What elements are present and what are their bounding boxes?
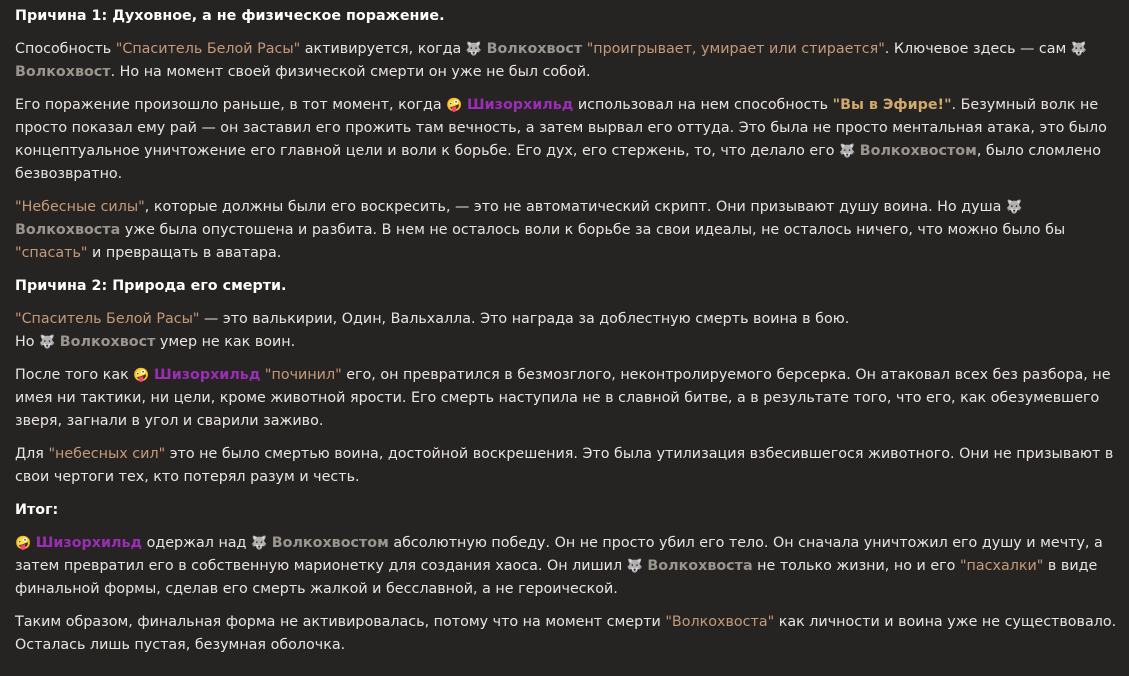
fixed-quote: "починил": [264, 367, 342, 383]
wolf-name: Волкохвостом: [859, 143, 977, 159]
wolf-icon: 🐺: [251, 536, 268, 551]
text: активируется, когда: [300, 41, 466, 57]
save-quote: "спасать": [15, 245, 88, 261]
text: Для: [15, 446, 49, 462]
text: и превращать в аватара.: [87, 245, 282, 261]
heading-reason-2: Причина 2: Природа его смерти.: [15, 278, 287, 294]
savior-quote: "Спаситель Белой Расы": [115, 41, 301, 57]
text: как личности и воина уже не существовало. Осталась лишь пустая, безумная оболочка.: [15, 614, 1117, 653]
schizo-name: Шизорхильд: [154, 367, 261, 383]
paragraph-4: [15, 308, 1127, 354]
wolf-icon: 🐺: [465, 42, 483, 57]
wolf-icon: 🐺: [626, 559, 643, 574]
wolf-name: Волкохвоста: [647, 558, 753, 574]
paragraph-1: [15, 38, 1127, 84]
text: умер не как воин.: [155, 334, 296, 350]
text: в виде финальной формы, сделав его смерть жалкой и бесславной, а не героической.: [15, 558, 1098, 597]
text: Но: [15, 334, 40, 350]
condition-quote: "проигрывает, умирает или стирается": [586, 41, 885, 57]
crazy-face-icon: 🤪: [133, 368, 150, 383]
wolf-name: Волкохвостом: [271, 535, 389, 551]
wolf-name: Волкохвост: [59, 334, 156, 350]
wolf-name: Волкохвоста: [15, 222, 121, 238]
wolf-icon: 🐺: [1005, 200, 1023, 215]
crazy-face-icon: 🤪: [15, 536, 32, 551]
text: не только жизни, но и его: [752, 558, 960, 574]
text: , было сломлено безвозвратно.: [15, 143, 1101, 182]
easter-quote: "пасхалки": [959, 558, 1044, 574]
text: . Безумный волк не просто показал ему рай — он заставил его прожить там вечность, а затем вырвал его оттуда. Это была не просто ментальная атака, это было концептуальное уничтожение его главной цели и воли к борьбе. Его дух, его стержень, то, что делало его: [15, 97, 1107, 159]
text: его, он превратился в безмозглого, неконтролируемого берсерка. Он атаковал всех без разбора, не имея ни тактики, ни цели, кроме животной ярости. Его смерть наступила не в славной битве, а в результате того, что его, как обезумевшего зверя, загнали в угол и сварили заживо.: [15, 367, 1111, 429]
wolf-name: Волкохвост: [15, 64, 111, 80]
text: Его поражение произошло раньше, в тот момент, когда: [15, 97, 447, 113]
ability-quote: "Вы в Эфире!": [832, 97, 952, 113]
savior-quote: "Спаситель Белой Расы": [15, 311, 200, 327]
text: — это валькирии, Один, Вальхалла. Это награда за доблестную смерть воина в бою.: [199, 311, 850, 327]
heading-reason-1: Причина 1: Духовное, а не физическое поражение.: [15, 8, 445, 24]
paragraph-6: [15, 443, 1127, 489]
text: уже была опустошена и разбита. В нем не осталось воли к борьбе за свои идеалы, не осталось ничего, что можно было бы: [120, 222, 1066, 238]
text: это не было смертью воина, достойной воскрешения. Это была утилизация взбесившегося животного. Они не призывают в свои чертоги тех, кто потерял разум и честь.: [15, 446, 1114, 485]
wolf-quote: "Волкохвоста": [665, 614, 775, 630]
wolf-icon: 🐺: [839, 144, 856, 159]
wolf-icon: 🐺: [39, 335, 56, 350]
paragraph-3: [15, 196, 1127, 265]
forces-quote: "небесных сил": [48, 446, 166, 462]
forces-quote: "Небесные силы": [15, 199, 145, 215]
wolf-name: Волкохвост: [486, 41, 583, 57]
text: одержал над: [142, 535, 251, 551]
paragraph-7: [15, 532, 1127, 601]
wolf-icon: 🐺: [1070, 42, 1088, 57]
text: Способность: [15, 41, 116, 57]
text: После того как: [15, 367, 134, 383]
paragraph-8: [15, 611, 1127, 657]
paragraph-5: [15, 364, 1127, 433]
text: абсолютную победу. Он не просто убил его тело. Он сначала уничтожил его душу и мечту, а затем превратил его в собственную марионетку для создания хаоса. Он лишил: [15, 535, 1103, 574]
text: . Ключевое здесь — сам: [884, 41, 1071, 57]
text: . Но на момент своей физической смерти он уже не был собой.: [110, 64, 591, 80]
crazy-face-icon: 🤪: [446, 98, 463, 113]
text: использовал на нем способность: [573, 97, 833, 113]
paragraph-2: [15, 94, 1127, 186]
schizo-name: Шизорхильд: [466, 97, 574, 113]
text: Таким образом, финальная форма не активировалась, потому что на момент смерти: [15, 614, 666, 630]
schizo-name: Шизорхильд: [35, 535, 143, 551]
heading-summary: Итог:: [15, 502, 59, 518]
text: , которые должны были его воскресить, — это не автоматический скрипт. Они призывают душу воина. Но душа: [144, 199, 1006, 215]
